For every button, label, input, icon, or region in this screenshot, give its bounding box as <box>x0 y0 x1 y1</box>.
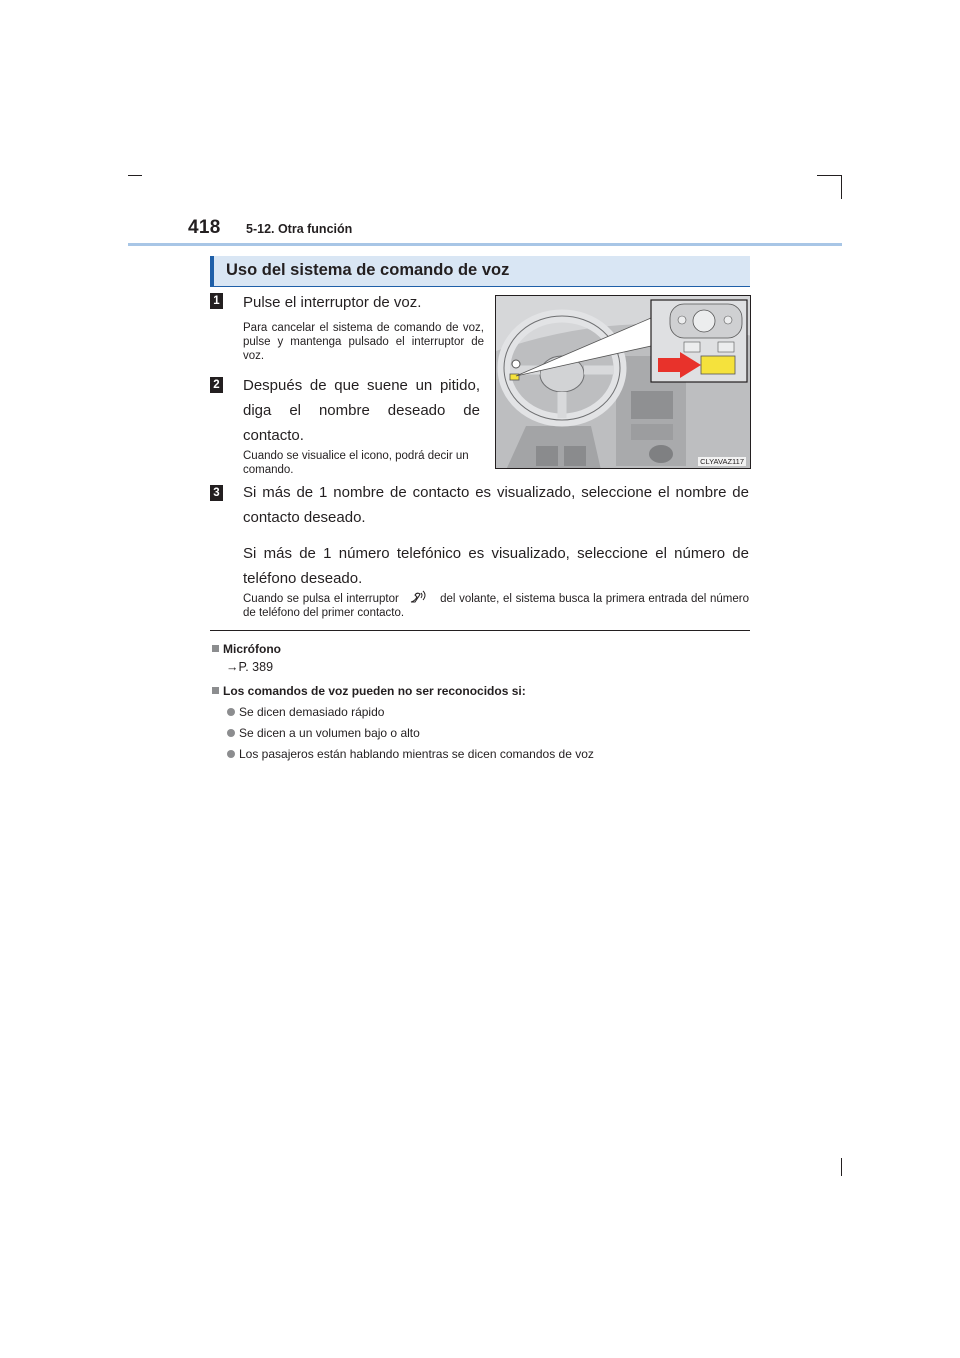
step-3-note-end: del volante, el sistema busca la primera entrada del número de teléfono del primer contacto. <box>243 593 749 619</box>
square-bullet-icon <box>212 687 219 694</box>
crop-mark <box>841 175 842 199</box>
list-item: Los pasajeros están hablando mientras se dicen comandos de voz <box>227 747 594 761</box>
round-bullet-icon <box>227 750 235 758</box>
crop-mark <box>841 1158 842 1176</box>
step-number-badge: 2 <box>210 377 223 393</box>
step-3-note <box>243 590 749 620</box>
step-3-note-start: Cuando se pulsa el interruptor <box>243 593 399 605</box>
square-bullet-icon <box>212 645 219 652</box>
section-heading: Uso del sistema de comando de voz <box>226 261 510 279</box>
step-number-badge: 1 <box>210 293 223 309</box>
section-divider <box>210 630 750 631</box>
step-3-text: Si más de 1 nombre de contacto es visualizado, seleccione el nombre de contacto deseado. <box>243 484 749 526</box>
round-bullet-icon <box>227 729 235 737</box>
page-number: 418 <box>188 217 221 238</box>
steering-wheel-illustration <box>495 295 751 469</box>
list-item: Se dicen a un volumen bajo o alto <box>227 726 420 740</box>
crop-mark <box>128 175 142 176</box>
dashboard-drawing <box>496 296 751 469</box>
talk-switch-icon <box>406 590 432 604</box>
step-number-badge: 3 <box>210 485 223 501</box>
crop-mark <box>817 175 841 176</box>
info-heading-microphone: Micrófono <box>212 642 281 656</box>
step-1-note: Para cancelar el sistema de comando de voz, pulse y mantenga pulsado el interruptor de voz. <box>243 322 484 362</box>
round-bullet-icon <box>227 708 235 716</box>
page-reference-link[interactable]: →P. 389 <box>226 660 274 674</box>
step-3-text-2: Si más de 1 número telefónico es visualizado, seleccione el número de teléfono deseado. <box>243 545 749 587</box>
section-title: 5-12. Otra función <box>246 222 353 236</box>
header-rule <box>128 243 842 246</box>
step-1-text: Pulse el interruptor de voz. <box>243 294 422 311</box>
info-heading-recognition: Los comandos de voz pueden no ser reconocidos si: <box>212 684 526 698</box>
step-2-text: Después de que suene un pitido, diga el nombre deseado de contacto. <box>243 377 480 444</box>
step-2-note: Cuando se visualice el icono, podrá decir un comando. <box>243 450 469 476</box>
section-heading-bar <box>210 256 750 286</box>
list-item: Se dicen demasiado rápido <box>227 705 384 719</box>
figure-code: CLYAVAZ117 <box>700 457 744 466</box>
